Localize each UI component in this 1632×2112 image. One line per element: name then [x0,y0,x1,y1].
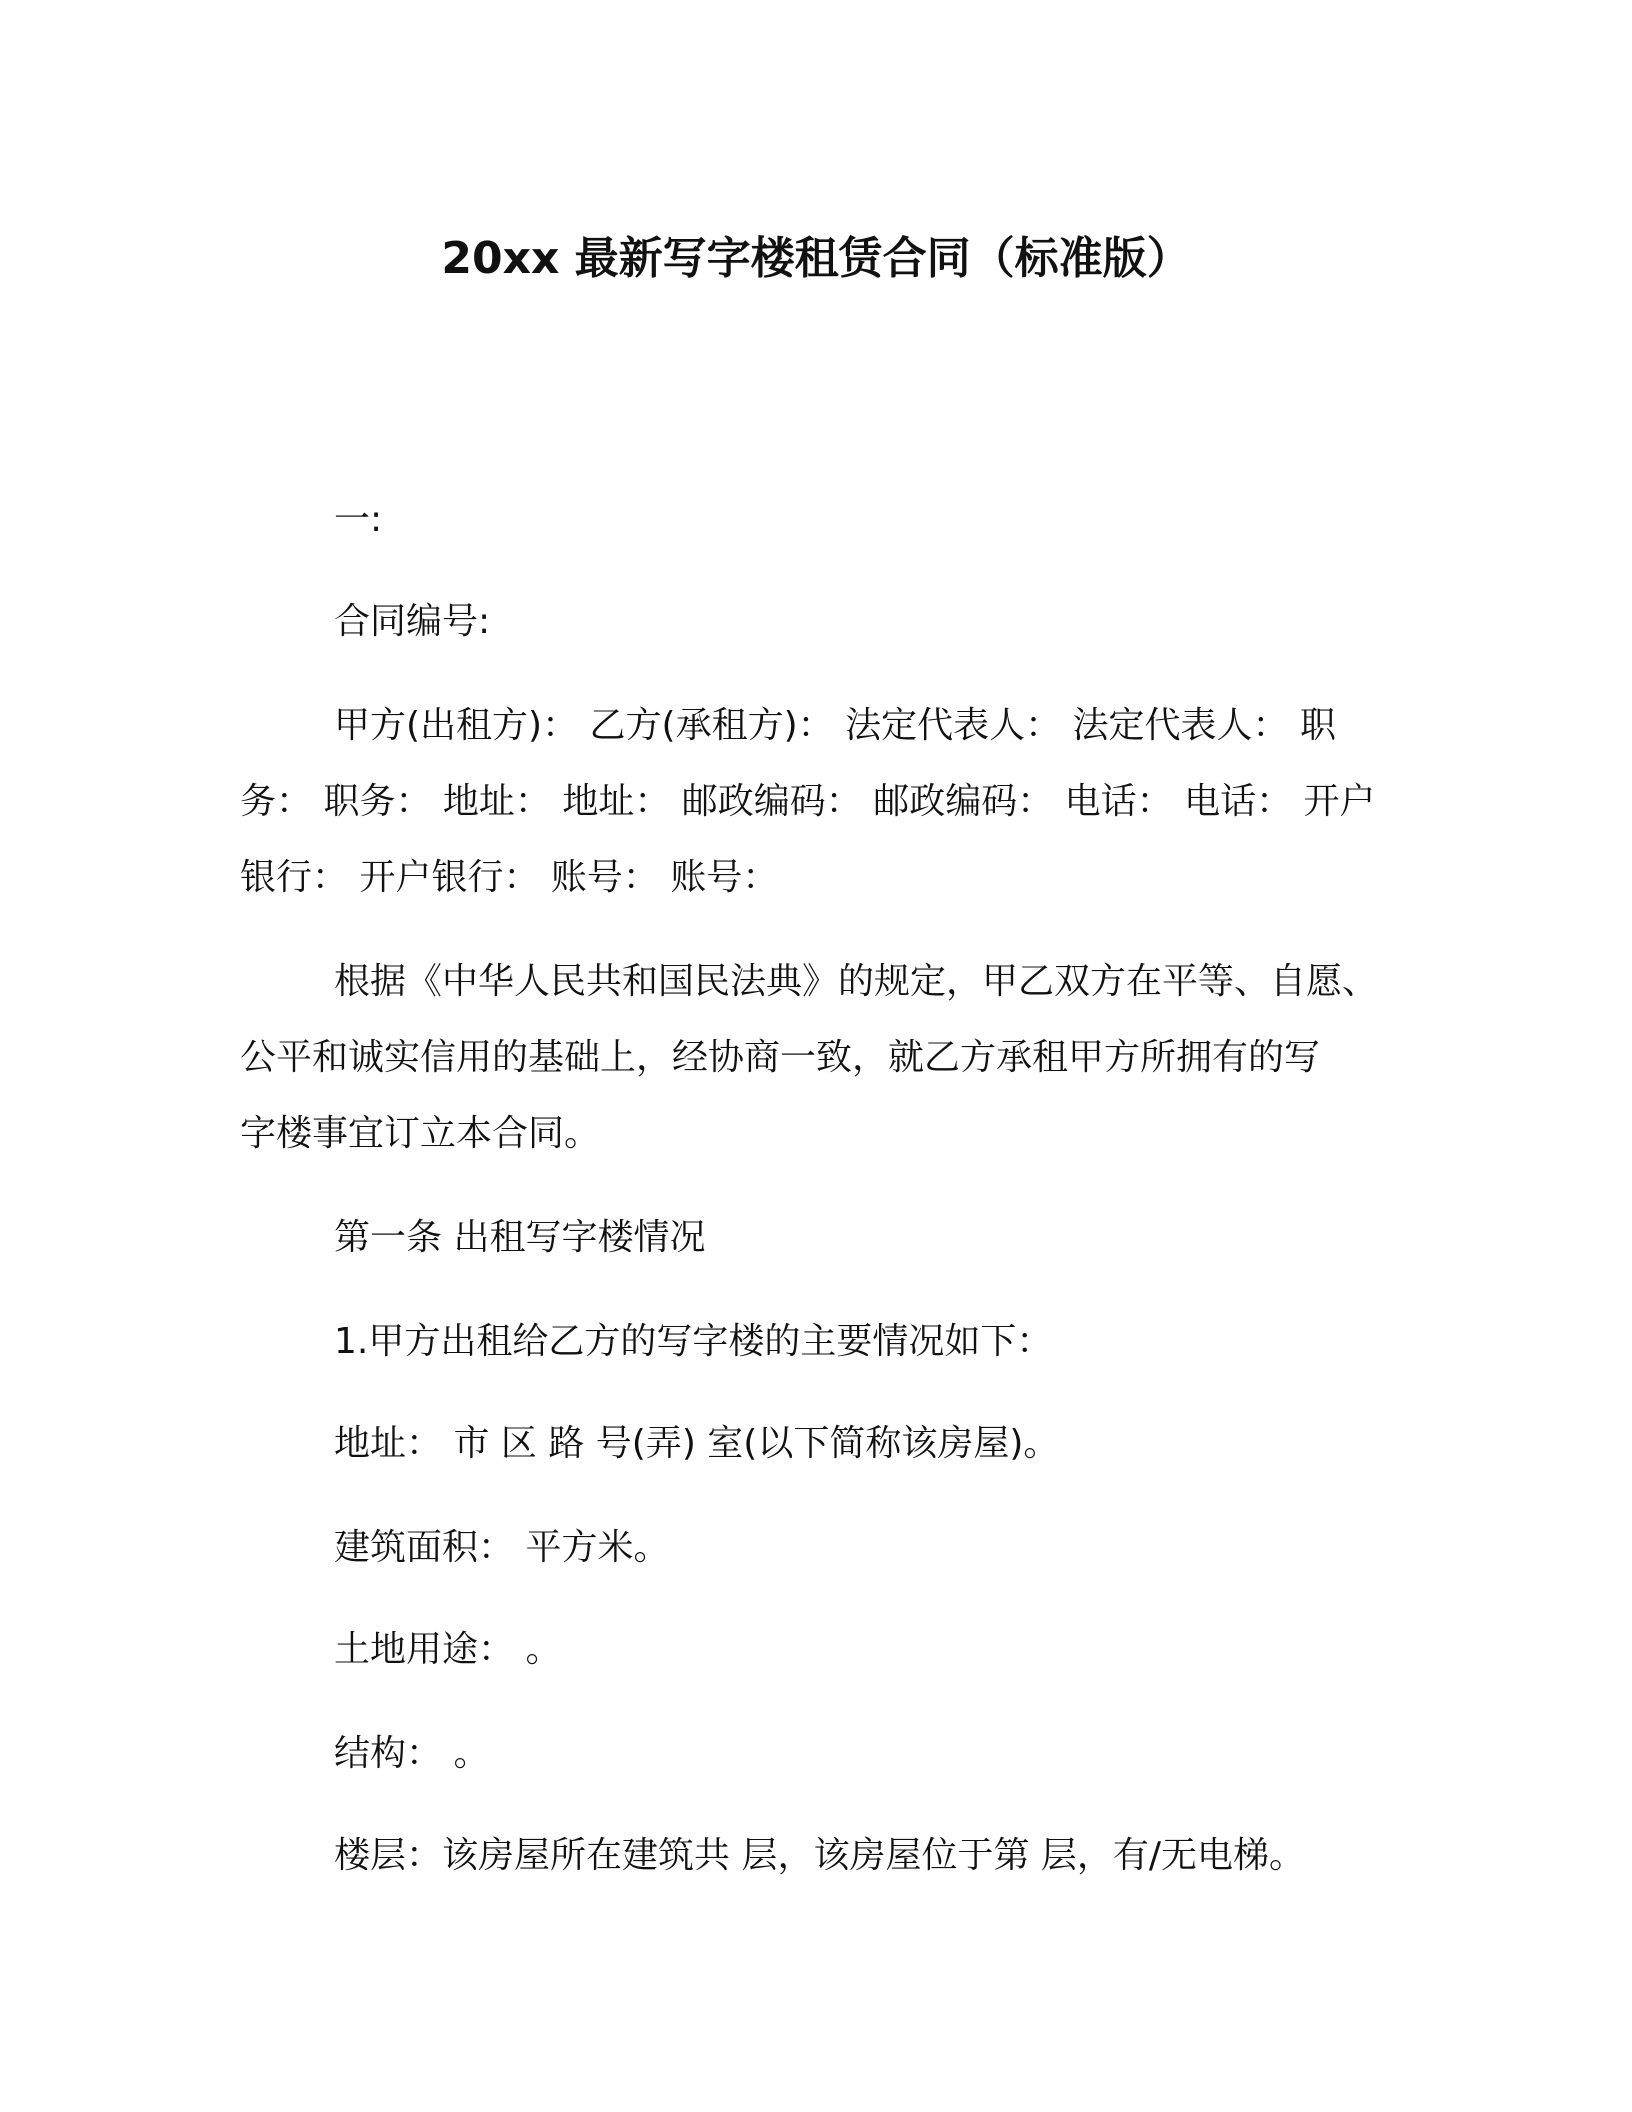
preamble-line-2: 公平和诚实信用的基础上，经协商一致，就乙方承租甲方所拥有的写 [240,1037,1321,1078]
address-field: 地址： 市 区 路 号(弄) 室(以下简称该房屋)。 [334,1423,1060,1464]
floor-area-field: 建筑面积： 平方米。 [334,1527,670,1568]
section-one-label: 一: [334,499,383,540]
land-use-field: 土地用途： 。 [334,1629,562,1670]
contract-number-label: 合同编号: [334,601,491,642]
floors-field: 楼层：该房屋所在建筑共 层，该房屋位于第 层，有/无电梯。 [334,1835,1306,1876]
preamble-line-1: 根据《中华人民共和国民法典》的规定，甲乙双方在平等、自愿、 [334,961,1379,1002]
parties-line-3: 银行： 开户银行： 账号： 账号： [240,857,779,898]
clause-1: 1.甲方出租给乙方的写字楼的主要情况如下： [334,1321,1053,1362]
preamble-line-3: 字楼事宜订立本合同。 [240,1113,601,1154]
structure-field: 结构： 。 [334,1733,490,1774]
article-one-heading: 第一条 出租写字楼情况 [334,1217,706,1258]
document-title: 20xx 最新写字楼租赁合同（标准版） [441,233,1191,284]
parties-line-2: 务： 职务： 地址： 地址： 邮政编码： 邮政编码： 电话： 电话： 开户 [240,781,1376,822]
parties-line-1: 甲方(出租方)： 乙方(承租方)： 法定代表人： 法定代表人： 职 [334,705,1336,746]
